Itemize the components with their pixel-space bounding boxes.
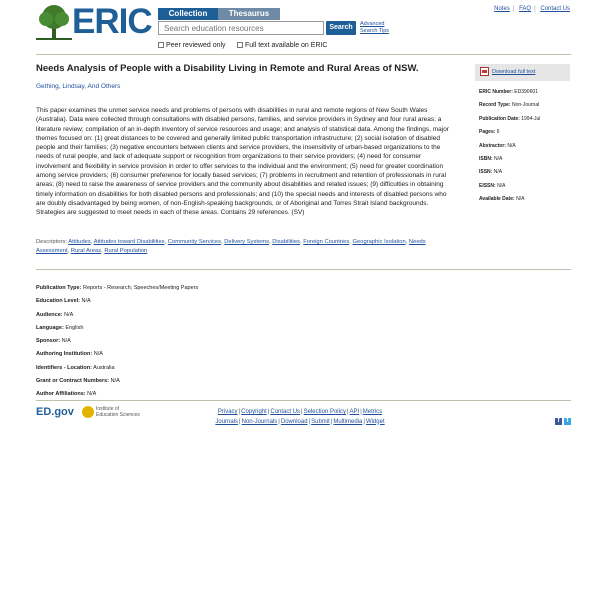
field-value: N/A (493, 169, 503, 176)
social-links (553, 409, 571, 427)
descriptors: Descriptors: Attitudes, Attitudes toward Disabilities, Community Services, Delivery Systems, Disabilities, Foreign Countries, Geographic Isolation, Needs Assessment, Rural Areas, Rural Population (36, 239, 426, 255)
field-label: ISBN: (479, 156, 493, 163)
footer-link-widget[interactable]: Widget (365, 418, 385, 425)
peer-reviewed-label: Peer reviewed only (166, 42, 226, 49)
descriptor-link[interactable]: Disabilities (272, 239, 300, 245)
detail-row (36, 375, 336, 388)
descriptor-link[interactable]: Foreign Countries (303, 239, 350, 245)
eric-wordmark: ERIC (72, 2, 152, 41)
descriptor-link[interactable]: Needs Assessment (36, 239, 426, 255)
full-text-label: Full text available on ERIC (245, 42, 328, 49)
ies-text-line: Education Sciences (96, 412, 140, 418)
detail-value: N/A (61, 338, 71, 345)
detail-row (36, 282, 336, 295)
sidebar-field (479, 140, 571, 153)
descriptor-link[interactable]: Rural Areas (70, 248, 102, 255)
descriptor-link[interactable]: Attitudes toward Disabilities (93, 239, 165, 245)
tab-collection[interactable]: Collection (158, 8, 218, 20)
field-label: Abstractor: (479, 142, 506, 149)
sidebar-field (479, 193, 571, 206)
full-text-checkbox[interactable] (237, 42, 243, 48)
record-title: Needs Analysis of People with a Disability Living in Remote and Rural Areas of NSW. (36, 63, 419, 74)
detail-label: Sponsor: (36, 338, 61, 345)
content-divider (36, 269, 571, 270)
search-input[interactable]: Search education resources (158, 21, 324, 35)
sidebar-field (479, 86, 571, 99)
advanced-search-link[interactable]: Advanced (360, 21, 385, 27)
search-tips-link[interactable]: Search Tips (360, 28, 390, 34)
descriptor-link[interactable]: Geographic Isolation (352, 239, 406, 245)
detail-label: Authoring Institution: (36, 351, 93, 358)
full-text-option[interactable] (237, 42, 327, 49)
footer-links (200, 408, 400, 427)
detail-label: Audience: (36, 311, 63, 318)
field-value: Non-Journal (511, 102, 540, 109)
detail-value: N/A (87, 391, 97, 398)
contact-link[interactable]: Contact Us (540, 6, 570, 12)
footer-link-download[interactable]: Download (280, 418, 308, 425)
footer-link-submit[interactable]: Submit (311, 418, 330, 425)
tab-thesaurus[interactable]: Thesaurus (218, 8, 280, 20)
download-box[interactable] (475, 64, 570, 81)
footer-links-row: Privacy|Copyright|Contact Us|Selection Policy|API|Metrics (217, 409, 383, 415)
ies-logo[interactable] (82, 406, 140, 418)
faq-link[interactable]: FAQ (519, 6, 532, 12)
field-value: 1994-Jul (521, 115, 541, 122)
tree-icon (36, 4, 72, 40)
footer-link-selection-policy[interactable]: Selection Policy (303, 409, 346, 415)
footer-link-copyright[interactable]: Copyright (241, 409, 267, 415)
detail-row (36, 322, 336, 335)
detail-value: N/A (64, 311, 74, 318)
footer-link-metrics[interactable]: Metrics (362, 409, 383, 415)
field-label: ISSN: (479, 169, 493, 176)
search-button[interactable]: Search (326, 21, 356, 35)
detail-row (36, 362, 336, 375)
footer-link-non-journals[interactable]: Non-Journals (241, 418, 278, 425)
descriptor-link[interactable]: Delivery Systems (224, 239, 269, 245)
descriptor-link[interactable]: Attitudes (68, 239, 91, 245)
field-label: ERIC Number: (479, 89, 513, 95)
record-authors[interactable]: Gething, Lindsay, And Others (36, 83, 121, 90)
detail-value: English (65, 324, 84, 331)
field-value: N/A (507, 142, 516, 149)
sidebar-field (479, 180, 571, 193)
detail-row (36, 295, 336, 308)
separator: | (512, 6, 515, 12)
ies-seal-icon (82, 406, 94, 418)
top-links (491, 6, 570, 12)
descriptor-link[interactable]: Community Services (167, 239, 221, 245)
sidebar-field (479, 113, 571, 126)
detail-row (36, 348, 336, 361)
record-details (36, 282, 336, 402)
detail-row (36, 335, 336, 348)
notes-link[interactable]: Notes (494, 6, 510, 12)
footer-link-multimedia[interactable]: Multimedia (333, 418, 363, 425)
footer-link-contact[interactable]: Contact Us (270, 409, 301, 415)
facebook-icon[interactable]: f (555, 418, 562, 425)
detail-value: Australia (93, 364, 115, 371)
advanced-links (360, 21, 389, 35)
field-value: 6 (496, 129, 500, 136)
sidebar-field (479, 126, 571, 139)
descriptor-link[interactable]: Rural Population (104, 248, 148, 255)
detail-label: Author Affiliations: (36, 391, 86, 398)
detail-value: N/A (81, 298, 91, 305)
peer-reviewed-checkbox[interactable] (158, 42, 164, 48)
field-value: ED390601 (514, 89, 538, 95)
sidebar-field (479, 153, 571, 166)
sidebar-field (479, 99, 571, 112)
footer-links-row: Journals|Non-Journals|Download|Submit|Multimedia|Widget (215, 418, 385, 425)
ed-gov-logo[interactable]: ED.gov (36, 406, 74, 418)
detail-value: Reports - Research; Speeches/Meeting Papers (82, 285, 199, 291)
header-divider (36, 54, 571, 55)
pdf-icon (480, 67, 489, 76)
detail-label: Identifiers - Location: (36, 364, 92, 371)
footer-link-api[interactable]: API (349, 409, 360, 415)
ies-text-line: Institute of (96, 406, 120, 412)
footer-link-privacy[interactable]: Privacy (217, 409, 238, 415)
record-sidebar (475, 64, 571, 207)
detail-label: Education Level: (36, 298, 81, 305)
separator: | (534, 6, 536, 12)
field-label: Pages: (479, 129, 496, 136)
field-label: Record Type: (479, 102, 511, 109)
field-value: N/A (516, 196, 525, 203)
twitter-icon[interactable]: t (564, 418, 571, 425)
field-value: N/A (497, 182, 506, 189)
detail-value: N/A (93, 351, 103, 358)
footer-divider (36, 400, 571, 401)
record-abstract: This paper examines the unmet service needs and problems of persons with disabilities in rural and remote regions of New South Wales (Australia). Data were collected through consultations with disabled persons, families, and service providers in Sydney and four rural areas; a literature review; compilation of an in-depth inventory of service resources and usage; and analysis of statistical data. Among the findings, major themes focused on: (1) great distances to be covered and generally limited public transportation infrastructure; (2) social isolation of disabled people and their families; (3) negative encounters between clients and service providers, the insensitivity of urban-based organizations to the needs of rural people, and lack of adequate support or recognition from organizations to their service providers; (4) need for consumer involvement and flexibility in service provision in order to offer services to the individual and the environment; (5) need for greater coordination among service providers; (6) consumer preference for locally based services; (7) problems in recruitment and retention of professionals in rural areas; (8) need to raise the awareness of service providers and the community about disabilities and related issues; (9) difficulties in obtaining timely information on disabilities for both disabled persons and professionals; and (10) the special needs and interests of disabled persons who are doubly disadvantaged by being women, of non-English-speaking backgrounds, or of Aboriginal and Torres Strait Island backgrounds. Strategies are suggested to meet needs in each of these areas. Contains 29 references. (SV) (36, 107, 449, 217)
detail-value: N/A (110, 378, 120, 385)
descriptors-label: Descriptors: (36, 239, 67, 245)
peer-reviewed-option[interactable] (158, 42, 226, 49)
sidebar-field (479, 166, 571, 179)
sidebar-fields (475, 86, 571, 207)
detail-row (36, 309, 336, 322)
detail-label: Publication Type: (36, 285, 82, 291)
field-value: N/A (494, 156, 503, 163)
field-label: Publication Date: (479, 115, 520, 122)
footer-link-journals[interactable]: Journals (215, 418, 239, 425)
field-label: Available Date: (479, 196, 515, 203)
detail-label: Language: (36, 324, 64, 331)
download-full-text-link[interactable]: Download full text (492, 69, 536, 75)
field-label: EISSN: (479, 182, 496, 189)
detail-label: Grant or Contract Numbers: (36, 378, 110, 385)
